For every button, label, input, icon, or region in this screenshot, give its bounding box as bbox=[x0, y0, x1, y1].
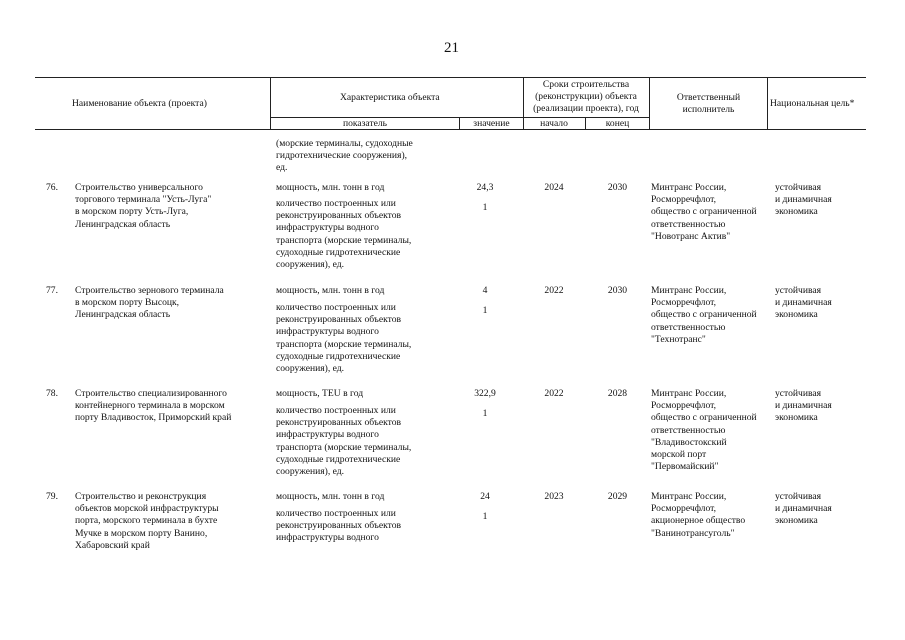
row-end-year: 2028 bbox=[607, 388, 628, 399]
row-goal-line: экономика bbox=[775, 412, 818, 424]
row-end-year: 2029 bbox=[607, 491, 628, 502]
row-executor-line: ответственностью bbox=[651, 424, 726, 436]
row-indicator-line: количество построенных или bbox=[276, 302, 396, 313]
row-indicator-line: инфраструктуры водного bbox=[276, 429, 379, 441]
row-name-line: торгового терминала "Усть-Луга" bbox=[75, 194, 212, 206]
row-executor-line: ответственностью bbox=[651, 218, 726, 230]
row-name bbox=[75, 182, 211, 231]
header-terms-line: Сроки строительства bbox=[542, 79, 630, 90]
row-value-capacity: 4 bbox=[482, 285, 488, 296]
row-name-line: Ленинградская область bbox=[75, 309, 171, 321]
row-name-line: Ленинградская область bbox=[75, 218, 171, 230]
header-col-divider bbox=[767, 77, 768, 129]
row-goal-line: устойчивая bbox=[775, 182, 822, 193]
row-goal-line: устойчивая bbox=[775, 388, 822, 399]
row-executor-line: Минтранс России, bbox=[651, 285, 727, 296]
continuation-line: (морские терминалы, судоходные bbox=[276, 138, 413, 149]
row-end-year: 2030 bbox=[607, 285, 628, 296]
header-end: конец bbox=[605, 118, 630, 129]
row-indicator-line: количество построенных или bbox=[276, 198, 396, 209]
row-indicator-capacity: мощность, млн. тонн в год bbox=[276, 491, 385, 502]
header-terms-line: (реализации проекта), год bbox=[533, 103, 639, 115]
row-name-line: Строительство и реконструкция bbox=[75, 491, 207, 502]
row-executor-line: Росморречфлот, bbox=[651, 297, 717, 309]
row-indicator-line: транспорта (морские терминалы, bbox=[276, 338, 412, 350]
row-executor bbox=[651, 388, 757, 473]
row-name-line: Мучке в морском порту Ванино, bbox=[75, 527, 208, 539]
row-indicator-line: транспорта (морские терминалы, bbox=[276, 441, 412, 453]
row-executor-line: Минтранс России, bbox=[651, 491, 727, 502]
header-name: Наименование объекта (проекта) bbox=[72, 98, 207, 109]
row-number: 79. bbox=[46, 491, 58, 502]
row-executor bbox=[651, 491, 745, 540]
row-number: 78. bbox=[46, 388, 58, 399]
row-executor-line: Минтранс России, bbox=[651, 182, 727, 193]
row-goal-line: и динамичная bbox=[775, 503, 832, 515]
row-name-line: порту Владивосток, Приморский край bbox=[75, 412, 232, 424]
row-executor-line: "Ванинотрансуголь" bbox=[651, 527, 735, 539]
row-name-line: порта, морского терминала в бухте bbox=[75, 515, 218, 527]
row-goal-line: и динамичная bbox=[775, 297, 832, 309]
header-executor-line: Ответственный bbox=[676, 92, 741, 103]
header-goal: Национальная цель* bbox=[770, 98, 855, 109]
row-indicator-count bbox=[276, 302, 411, 375]
continuation-line: гидротехнические сооружения), bbox=[276, 150, 408, 162]
header-terms-line: (реконструкции) объекта bbox=[535, 91, 637, 103]
row-goal-line: экономика bbox=[775, 309, 818, 321]
row-goal-line: и динамичная bbox=[775, 194, 832, 206]
row-executor-line: ответственностью bbox=[651, 321, 726, 333]
row-name-line: Строительство специализированного bbox=[75, 388, 227, 399]
row-executor-line: "Технотранс" bbox=[651, 333, 706, 345]
row-goal-line: и динамичная bbox=[775, 400, 832, 412]
row-indicator-count bbox=[276, 198, 411, 271]
row-executor-line: морской порт bbox=[651, 449, 707, 461]
row-indicator-count bbox=[276, 508, 401, 545]
row-executor-line: Росморречфлот, bbox=[651, 400, 717, 412]
row-indicator-count bbox=[276, 405, 411, 478]
row-value-count: 1 bbox=[482, 511, 488, 522]
header-executor bbox=[650, 92, 767, 116]
row-value-count: 1 bbox=[482, 202, 488, 213]
row-goal bbox=[775, 182, 832, 219]
row-executor-line: Росморречфлот, bbox=[651, 503, 717, 515]
row-indicator-capacity: мощность, млн. тонн в год bbox=[276, 285, 385, 296]
row-indicator-line: реконструированных объектов bbox=[276, 314, 402, 326]
row-executor-line: общество с ограниченной bbox=[651, 309, 757, 321]
row-indicator-line: судоходные гидротехнические bbox=[276, 246, 401, 258]
row-goal-line: устойчивая bbox=[775, 285, 822, 296]
row-executor-line: "Владивостокский bbox=[651, 436, 727, 448]
row-start-year: 2022 bbox=[544, 388, 564, 399]
row-indicator-line: судоходные гидротехнические bbox=[276, 350, 401, 362]
row-indicator-capacity: мощность, TEU в год bbox=[276, 388, 364, 399]
continuation-text bbox=[276, 138, 413, 175]
table-top-border bbox=[35, 77, 866, 78]
row-value-count: 1 bbox=[482, 305, 488, 316]
row-name-line: Строительство универсального bbox=[75, 182, 203, 193]
row-indicator-line: количество построенных или bbox=[276, 508, 396, 519]
row-goal-line: устойчивая bbox=[775, 491, 822, 502]
row-name-line: Строительство зернового терминала bbox=[75, 285, 224, 296]
row-start-year: 2024 bbox=[544, 182, 564, 193]
continuation-line: ед. bbox=[276, 162, 288, 174]
row-name-line: контейнерного терминала в морском bbox=[75, 400, 225, 412]
header-characteristic: Характеристика объекта bbox=[340, 92, 440, 103]
row-executor bbox=[651, 182, 757, 243]
row-indicator-line: количество построенных или bbox=[276, 405, 396, 416]
row-executor-line: Росморречфлот, bbox=[651, 194, 717, 206]
row-indicator-line: сооружения), ед. bbox=[276, 466, 345, 478]
row-indicator-line: реконструированных объектов bbox=[276, 210, 402, 222]
row-value-capacity: 24 bbox=[480, 491, 490, 502]
header-value: значение bbox=[473, 118, 510, 129]
header-terms bbox=[523, 79, 649, 116]
row-name bbox=[75, 388, 231, 425]
row-executor-line: Минтранс России, bbox=[651, 388, 727, 399]
row-name-line: Хабаровский край bbox=[75, 539, 150, 551]
row-indicator-line: сооружения), ед. bbox=[276, 259, 345, 271]
row-value-capacity: 24,3 bbox=[476, 182, 494, 193]
row-start-year: 2023 bbox=[544, 491, 564, 502]
row-end-year: 2030 bbox=[607, 182, 628, 193]
row-executor-line: "Первомайский" bbox=[651, 461, 719, 473]
row-executor-line: общество с ограниченной bbox=[651, 412, 757, 424]
row-start-year: 2022 bbox=[544, 285, 564, 296]
row-goal bbox=[775, 285, 832, 322]
row-executor-line: общество с ограниченной bbox=[651, 206, 757, 218]
row-executor-line: "Новотранс Актив" bbox=[651, 230, 731, 242]
row-executor bbox=[651, 285, 757, 346]
row-value-count: 1 bbox=[482, 408, 488, 419]
row-name bbox=[75, 285, 224, 322]
row-goal bbox=[775, 491, 832, 528]
row-indicator-line: инфраструктуры водного bbox=[276, 326, 379, 338]
row-indicator-line: инфраструктуры водного bbox=[276, 222, 379, 234]
row-goal-line: экономика bbox=[775, 206, 818, 218]
page-number: 21 bbox=[444, 40, 459, 56]
row-value-capacity: 322,9 bbox=[474, 388, 496, 399]
row-number: 77. bbox=[46, 285, 58, 296]
row-name bbox=[75, 491, 219, 552]
row-goal-line: экономика bbox=[775, 515, 818, 527]
row-number: 76. bbox=[46, 182, 58, 193]
row-indicator-line: транспорта (морские терминалы, bbox=[276, 234, 412, 246]
row-executor-line: акционерное общество bbox=[651, 515, 746, 527]
row-indicator-line: инфраструктуры водного bbox=[276, 532, 379, 544]
row-name-line: объектов морской инфраструктуры bbox=[75, 503, 219, 515]
row-indicator-line: сооружения), ед. bbox=[276, 363, 345, 375]
row-indicator-line: судоходные гидротехнические bbox=[276, 453, 401, 465]
row-name-line: в морском порту Высоцк, bbox=[75, 297, 180, 309]
header-indicator: показатель bbox=[342, 118, 388, 129]
header-start: начало bbox=[540, 118, 568, 129]
header-executor-line: исполнитель bbox=[682, 104, 735, 116]
row-name-line: в морском порту Усть-Луга, bbox=[75, 206, 189, 218]
row-indicator-line: реконструированных объектов bbox=[276, 417, 402, 429]
row-goal bbox=[775, 388, 832, 425]
row-indicator-line: реконструированных объектов bbox=[276, 520, 402, 532]
row-indicator-capacity: мощность, млн. тонн в год bbox=[276, 182, 385, 193]
